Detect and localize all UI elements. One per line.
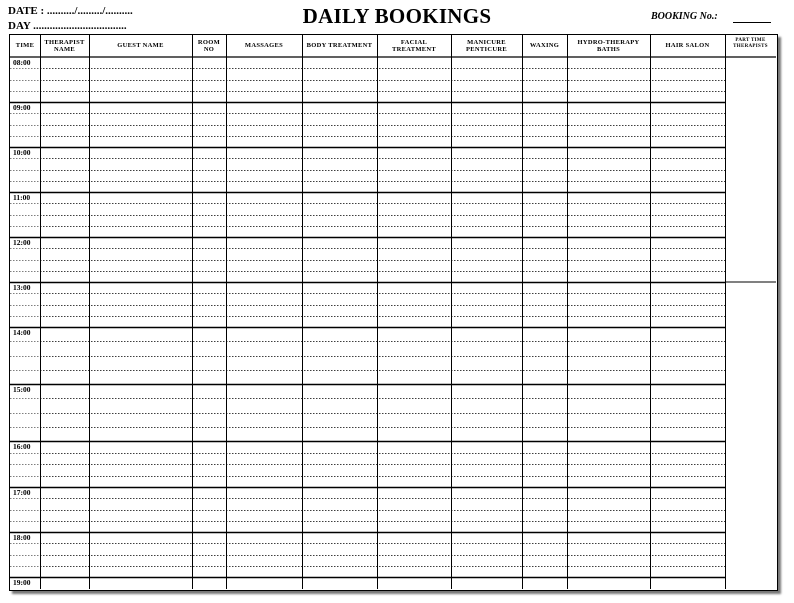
time-label: 15:00 [13,385,31,394]
time-label: 09:00 [13,103,31,112]
time-label: 13:00 [13,283,31,292]
column-header-hair: HAIR SALON [665,42,710,50]
day-field[interactable]: DAY .................................. [8,20,127,32]
time-label: 12:00 [13,238,31,247]
page-title: DAILY BOOKINGS [302,4,492,28]
table-grid [10,35,776,589]
time-label: 19:00 [13,578,31,587]
column-header-guest: GUEST NAME [117,42,164,50]
time-label: 17:00 [13,488,31,497]
column-header-hydro: HYDRO-THERAPY BATHS [577,38,640,53]
time-label: 10:00 [13,148,31,157]
page-header [0,0,794,34]
bookings-table [9,34,778,591]
date-field[interactable]: DATE : ........../........./.......... [8,5,133,17]
booking-number-field[interactable] [733,22,771,23]
time-label: 18:00 [13,533,31,542]
column-header-body: BODY TREATMENT [306,42,373,50]
time-label: 14:00 [13,328,31,337]
time-label: 16:00 [13,442,31,451]
time-label: 08:00 [13,58,31,67]
column-header-waxing: WAXING [529,42,560,50]
column-header-time: TIME [15,42,35,50]
booking-number-label: BOOKING No.: [651,11,718,22]
column-header-massages: MASSAGES [244,42,284,50]
column-header-facial: FACIAL TREATMENT [391,38,437,53]
column-header-room: ROOM NO [197,38,221,53]
column-header-manicure: MANICURE PENTICURE [466,38,507,53]
time-label: 11:00 [13,193,31,202]
column-header-therapist: THERAPIST NAME [44,38,85,53]
column-header-parttime: PART TIME THERAPISTS [733,38,768,49]
